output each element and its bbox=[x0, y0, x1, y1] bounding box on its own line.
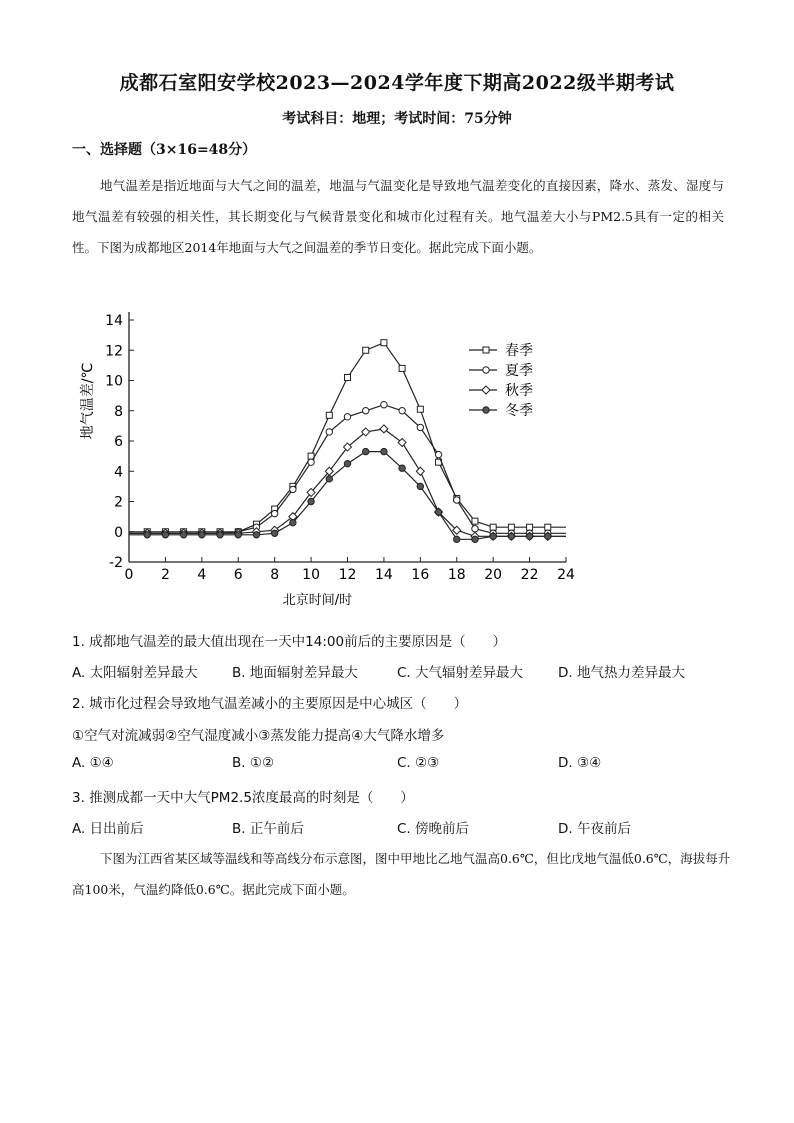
series-4-point bbox=[417, 483, 423, 489]
series-4-point bbox=[472, 536, 478, 542]
series-4-point bbox=[508, 533, 514, 539]
series-2-point bbox=[290, 486, 296, 492]
question-1-stem: 1. 成都地气温差的最大值出现在一天中14:00前后的主要原因是（ ） bbox=[72, 634, 507, 650]
series-1-point-shape bbox=[527, 524, 533, 530]
series-4-point bbox=[308, 498, 314, 504]
series-4-point-shape bbox=[253, 532, 259, 538]
x-tick-label: 12 bbox=[338, 567, 357, 583]
legend-marker-shape bbox=[482, 386, 490, 394]
y-tick-label: 4 bbox=[114, 464, 123, 481]
legend-marker bbox=[483, 347, 489, 353]
series-2-point-shape bbox=[271, 510, 277, 516]
series-1-point bbox=[345, 374, 351, 380]
legend-label: 秋季 bbox=[505, 383, 533, 399]
series-2-point-shape bbox=[326, 429, 332, 435]
series-1-point bbox=[508, 524, 514, 530]
legend-marker-shape bbox=[483, 407, 489, 413]
series-4-point-shape bbox=[344, 460, 350, 466]
question-1-option-c: C. 大气辐射差异最大 bbox=[397, 665, 524, 681]
series-4-point bbox=[235, 532, 241, 538]
y-tick-label: 2 bbox=[114, 494, 123, 511]
x-tick-label: 8 bbox=[270, 567, 280, 583]
section-heading: 一、选择题（3×16=48分） bbox=[72, 142, 257, 158]
x-tick-label: 0 bbox=[124, 567, 134, 583]
series-4-point bbox=[199, 532, 205, 538]
series-1-point bbox=[417, 406, 423, 412]
y-tick-label: 14 bbox=[105, 313, 123, 329]
series-4-point-shape bbox=[435, 509, 441, 515]
series-1-point bbox=[472, 518, 478, 524]
series-2-point bbox=[472, 526, 478, 532]
series-2-point bbox=[326, 429, 332, 435]
series-4-point bbox=[526, 533, 532, 539]
series-4-point bbox=[435, 509, 441, 515]
series-1-point-shape bbox=[363, 347, 369, 353]
series-line-2 bbox=[129, 405, 566, 534]
question-2-option-d: D. ③④ bbox=[558, 755, 602, 771]
series-2-point-shape bbox=[472, 526, 478, 532]
series-2-point-shape bbox=[417, 424, 423, 430]
question-2-option-b: B. ①② bbox=[232, 755, 275, 771]
x-tick-label: 10 bbox=[302, 567, 320, 583]
series-4-point bbox=[490, 533, 496, 539]
y-tick-label: 12 bbox=[105, 343, 123, 360]
series-4-point-shape bbox=[271, 530, 277, 536]
series-4-point bbox=[180, 532, 186, 538]
series-4-point bbox=[217, 532, 223, 538]
series-1-point-shape bbox=[545, 524, 551, 530]
series-4-point bbox=[144, 532, 150, 538]
series-4-point bbox=[162, 532, 168, 538]
legend-marker bbox=[483, 367, 489, 373]
series-4-point-shape bbox=[144, 532, 150, 538]
series-1-point bbox=[490, 524, 496, 530]
series-4-point-shape bbox=[417, 483, 423, 489]
series-4-point-shape bbox=[217, 532, 223, 538]
series-2-point-shape bbox=[344, 414, 350, 420]
series-2-point bbox=[399, 408, 405, 414]
question-2-option-c: C. ②③ bbox=[397, 755, 440, 771]
series-1-point-shape bbox=[399, 365, 405, 371]
series-4-point-shape bbox=[199, 532, 205, 538]
series-4-point bbox=[271, 530, 277, 536]
series-4-point-shape bbox=[162, 532, 168, 538]
x-tick-label: 24 bbox=[557, 567, 575, 583]
series-1-point-shape bbox=[417, 406, 423, 412]
series-2-point bbox=[417, 424, 423, 430]
second-intro-paragraph: 下图为江西省某区域等温线和等高线分布示意图，图中甲地比乙地气温高0.6℃，但比戊地气温低0.6℃，海拔每升高100米，气温约降低0.6℃。据此完成下面小题。 bbox=[72, 851, 731, 897]
series-4-point-shape bbox=[326, 476, 332, 482]
series-1-point-shape bbox=[508, 524, 514, 530]
series-4-point-shape bbox=[399, 465, 405, 471]
series-2-point bbox=[271, 510, 277, 516]
series-4-point bbox=[253, 532, 259, 538]
question-2-stem: 2. 城市化过程会导致地气温差减小的主要原因是中心城区（ ） bbox=[72, 696, 468, 712]
intro-paragraph: 地气温差是指近地面与大气之间的温差，地温与气温变化是导致地气温差变化的直接因素，降水、蒸发、湿度与地气温差有较强的相关性，其长期变化与气候背景变化和城市化过程有关。地气温差大小与PM2.5具有一定的相关性。下图为成都地区2014年地面与大气之间温差的季节日变化。据此完成下面小题。 bbox=[72, 178, 724, 255]
series-2-point-shape bbox=[399, 408, 405, 414]
series-4-point bbox=[399, 465, 405, 471]
x-axis-label: 北京时间/时 bbox=[282, 593, 353, 608]
question-3-stem: 3. 推测成都一天中大气PM2.5浓度最高的时刻是（ ） bbox=[72, 790, 414, 806]
x-tick-label: 20 bbox=[484, 567, 503, 583]
y-tick-label: 8 bbox=[114, 403, 123, 420]
series-4-point-shape bbox=[472, 536, 478, 542]
series-2-point-shape bbox=[363, 408, 369, 414]
series-1-point bbox=[326, 412, 332, 418]
series-4-point-shape bbox=[308, 498, 314, 504]
series-4-point bbox=[545, 533, 551, 539]
series-4-point bbox=[381, 448, 387, 454]
legend-marker bbox=[482, 386, 490, 394]
series-4-point-shape bbox=[290, 519, 296, 525]
legend-marker-shape bbox=[483, 367, 489, 373]
question-2-option-a: A. ①④ bbox=[72, 755, 114, 771]
series-1-point bbox=[381, 340, 387, 346]
series-2-point bbox=[344, 414, 350, 420]
legend-marker-shape bbox=[483, 347, 489, 353]
series-4-point-shape bbox=[180, 532, 186, 538]
series-4-point-shape bbox=[526, 533, 532, 539]
series-2-point bbox=[435, 451, 441, 457]
series-1-point-shape bbox=[345, 374, 351, 380]
series-1-point-shape bbox=[326, 412, 332, 418]
series-4-point-shape bbox=[381, 448, 387, 454]
y-tick-label: 6 bbox=[114, 434, 123, 450]
series-4-point-shape bbox=[235, 532, 241, 538]
series-4-point-shape bbox=[508, 533, 514, 539]
series-4-point-shape bbox=[363, 448, 369, 454]
question-3-option-a: A. 日出前后 bbox=[72, 821, 144, 837]
series-4-point bbox=[326, 476, 332, 482]
y-tick-label: 10 bbox=[105, 373, 123, 390]
series-2-point-shape bbox=[308, 459, 314, 465]
series-4-point bbox=[454, 536, 460, 542]
series-4-point bbox=[290, 519, 296, 525]
series-3-point bbox=[416, 467, 424, 475]
y-tick-label: -2 bbox=[109, 555, 123, 571]
series-line-1 bbox=[129, 343, 566, 532]
exam-title: 成都石室阳安学校2023—2024学年度下期高2022级半期考试 bbox=[119, 72, 675, 94]
y-tick-label: 0 bbox=[114, 524, 123, 541]
question-3-option-d: D. 午夜前后 bbox=[558, 821, 631, 837]
series-2-point bbox=[381, 402, 387, 408]
series-2-point-shape bbox=[290, 486, 296, 492]
exam-subtitle: 考试科目：地理；考试时间：75分钟 bbox=[282, 111, 512, 127]
legend-label: 冬季 bbox=[505, 403, 533, 419]
question-2-statement: ①空气对流减弱②空气湿度减小③蒸发能力提高④大气降水增多 bbox=[72, 728, 445, 744]
series-2-point bbox=[454, 497, 460, 503]
question-1-option-d: D. 地气热力差异最大 bbox=[558, 665, 685, 681]
series-4-point bbox=[363, 448, 369, 454]
series-1-point-shape bbox=[381, 340, 387, 346]
series-2-point-shape bbox=[454, 497, 460, 503]
x-tick-label: 2 bbox=[160, 567, 170, 583]
x-tick-label: 4 bbox=[197, 567, 207, 583]
x-tick-label: 6 bbox=[233, 567, 243, 583]
series-4-point bbox=[344, 460, 350, 466]
question-3-option-c: C. 傍晚前后 bbox=[397, 821, 470, 837]
legend-marker bbox=[483, 407, 489, 413]
series-1-point bbox=[399, 365, 405, 371]
series-4-point-shape bbox=[545, 533, 551, 539]
question-1-option-b: B. 地面辐射差异最大 bbox=[232, 665, 358, 681]
series-2-point bbox=[363, 408, 369, 414]
x-tick-label: 16 bbox=[411, 567, 430, 583]
series-2-point-shape bbox=[435, 451, 441, 457]
y-axis-label: 地气温差/℃ bbox=[80, 362, 96, 440]
legend-label: 夏季 bbox=[505, 363, 533, 379]
series-2-point bbox=[308, 459, 314, 465]
x-tick-label: 14 bbox=[375, 567, 393, 583]
series-1-point bbox=[363, 347, 369, 353]
series-4-point-shape bbox=[454, 536, 460, 542]
series-2-point-shape bbox=[381, 402, 387, 408]
series-1-point-shape bbox=[490, 524, 496, 530]
series-1-point bbox=[545, 524, 551, 530]
temperature-difference-chart bbox=[72, 305, 592, 615]
question-3-option-b: B. 正午前后 bbox=[232, 821, 304, 837]
series-3-point-shape bbox=[416, 467, 424, 475]
x-tick-label: 18 bbox=[447, 567, 466, 583]
legend-label: 春季 bbox=[505, 343, 533, 359]
question-1-option-a: A. 太阳辐射差异最大 bbox=[72, 665, 198, 681]
x-tick-label: 22 bbox=[520, 567, 539, 583]
series-4-point-shape bbox=[490, 533, 496, 539]
series-1-point-shape bbox=[472, 518, 478, 524]
series-1-point bbox=[527, 524, 533, 530]
